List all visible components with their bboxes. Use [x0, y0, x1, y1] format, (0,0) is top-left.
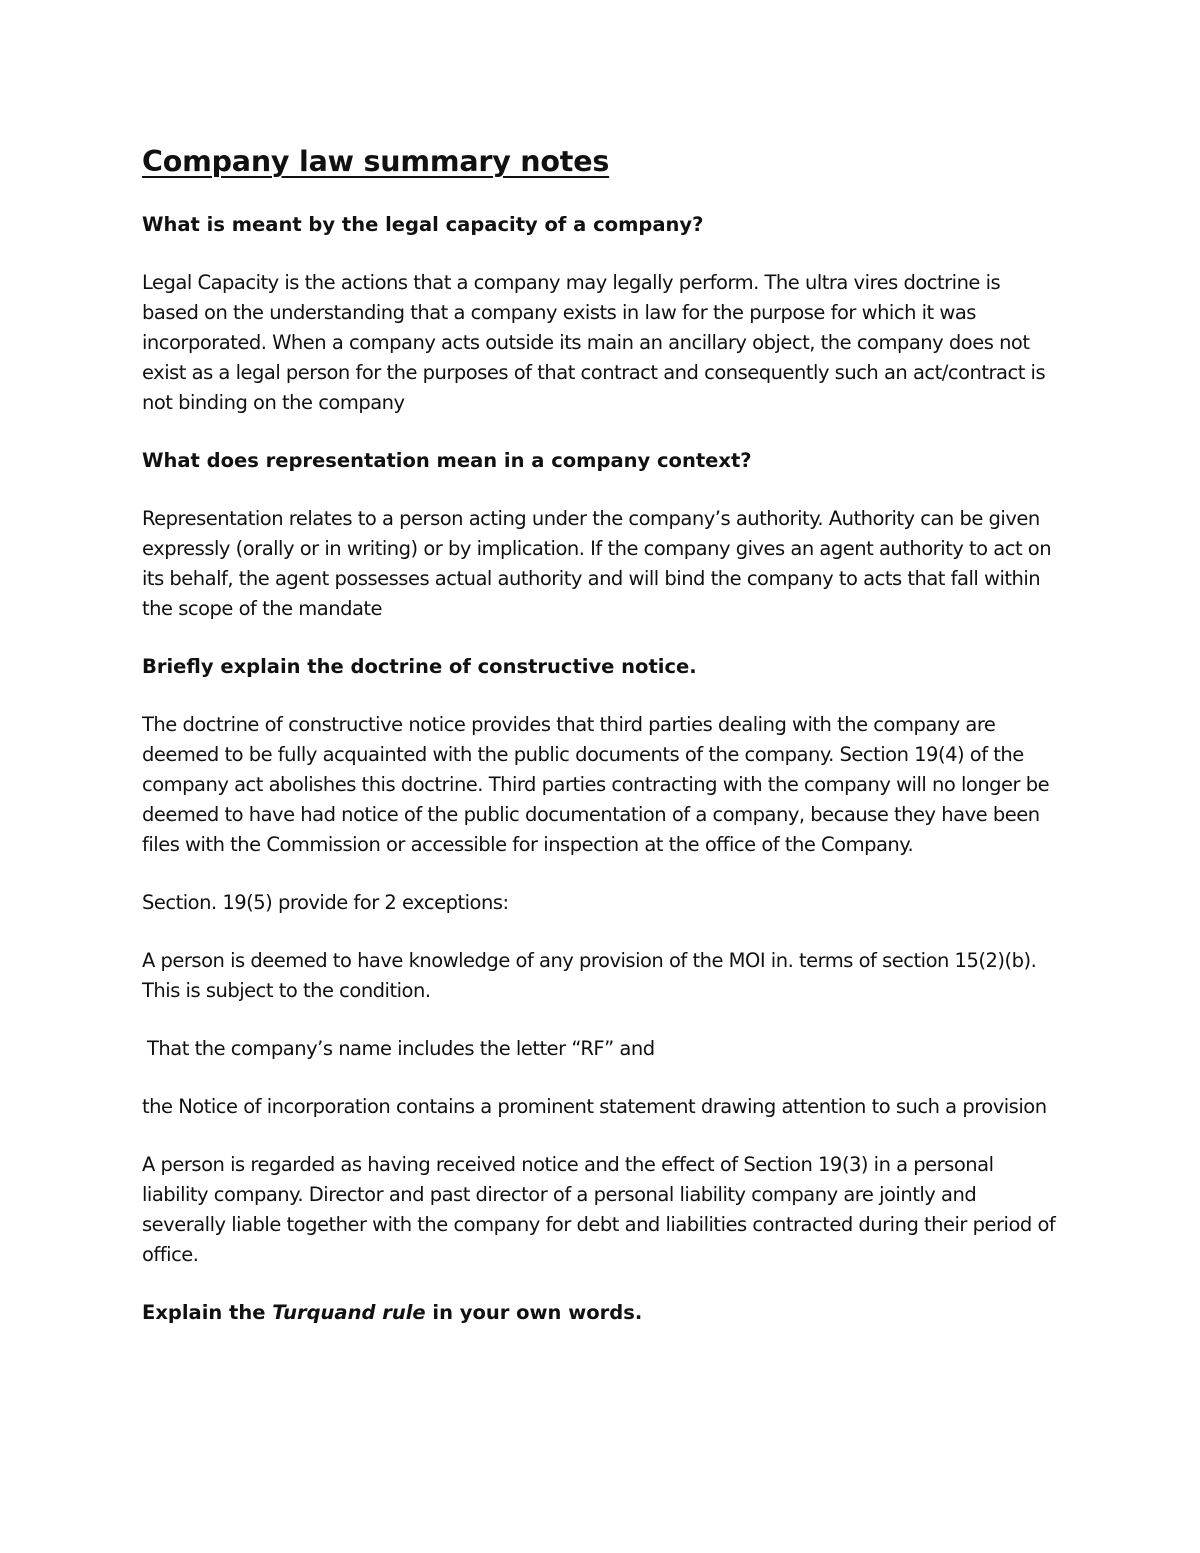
question-constructive-notice: Briefly explain the doctrine of constructive notice. [142, 655, 697, 678]
question-turquand-rule [142, 1298, 1062, 1328]
answer-constructive-notice: The doctrine of constructive notice provides that third parties dealing with the company are deemed to be fully acquainted with the public documents of the company. Section 19(4) of the company act abolishes this doctrine. Third parties contracting with the company will no longer be deemed to have had notice of the public documentation of a company, because they have been files with the Commission or accessible for inspection at the office of the Company. [142, 713, 1050, 856]
question-turquand-prefix: Explain the [142, 1301, 273, 1324]
question-turquand-suffix: in your own words. [425, 1301, 643, 1324]
answer-legal-capacity: Legal Capacity is the actions that a company may legally perform. The ultra vires doctrine is based on the understanding that a company exists in law for the purpose for which it was incorporated. When a company acts outside its main an ancillary object, the company does not exist as a legal person for the purposes of that contract and consequently such an act/contract is not binding on the company [142, 271, 1046, 414]
exception-moi-knowledge: A person is deemed to have knowledge of any provision of the MOI in. terms of section 15(2)(b). This is subject to the condition. [142, 949, 1037, 1002]
condition-rf-name: That the company’s name includes the letter “RF” and [147, 1037, 655, 1060]
document-page [142, 142, 1062, 1356]
document-title: Company law summary notes [142, 145, 610, 178]
exception-personal-liability: A person is regarded as having received notice and the effect of Section 19(3) in a personal liability company. Director and past director of a personal liability company are jointly and severally liable together with the company for debt and liabilities contracted during their period of office. [142, 1153, 1056, 1266]
section-exceptions-intro: Section. 19(5) provide for 2 exceptions: [142, 891, 509, 914]
question-legal-capacity: What is meant by the legal capacity of a company? [142, 213, 704, 236]
answer-representation: Representation relates to a person acting under the company’s authority. Authority can be given expressly (orally or in writing) or by implication. If the company gives an agent authority to act on its behalf, the agent possesses actual authority and will bind the company to acts that fall within the scope of the mandate [142, 507, 1052, 620]
question-representation: What does representation mean in a company context? [142, 449, 752, 472]
turquand-rule-term: Turquand rule [272, 1301, 426, 1324]
condition-notice-statement: the Notice of incorporation contains a prominent statement drawing attention to such a provision [142, 1095, 1047, 1118]
